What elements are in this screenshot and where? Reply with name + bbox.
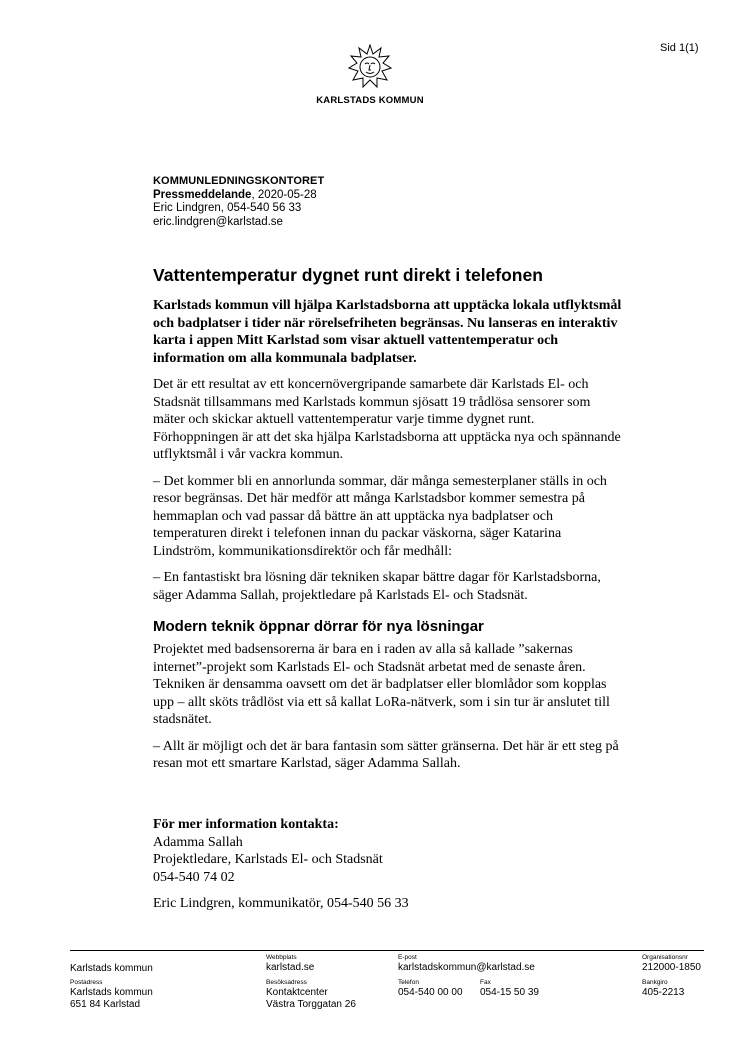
paragraph-4: Projektet med badsensorerna är bara en i raden av alla så kallade ”sakernas internet”-projekt som Karlstads El- och Stadsnät arbetat med de senaste åren. Tekniken är densamma oavsett om det är badplatser eller blomlådor som kopplas upp – allt sköts trådlöst via ett så kallat LoRa-nätverk, som i sin tur är anslutet till stadsnätet. (153, 642, 610, 727)
page-number: Sid 1(1) (660, 42, 699, 54)
footer-besok-2: Västra Torggatan 26 (266, 998, 356, 1010)
footer-bankgiro-label: Bankgiro (642, 979, 668, 986)
footer-bankgiro-value: 405-2213 (642, 987, 685, 998)
paragraph-5: – Allt är möjligt och det är bara fantasin som sätter gränserna. Det här är ett steg på resan mot ett smartare Karlstad, säger Adamma Sallah. (153, 738, 619, 771)
doc-type-line (153, 189, 573, 203)
footer-divider (70, 950, 704, 951)
footer-telefon (398, 979, 463, 999)
footer-orgnr-value: 212000-1850 (642, 962, 701, 973)
footer-orgnr (642, 954, 701, 974)
article (153, 264, 623, 782)
footer-postadress (70, 979, 153, 1010)
contact-role: Projektledare, Karlstads El- och Stadsnät (153, 852, 383, 867)
footer-bankgiro (642, 979, 684, 999)
contact-block (153, 816, 623, 913)
sender-email: eric.lindgren@karlstad.se (153, 215, 283, 228)
footer-fax (480, 979, 539, 999)
department: KOMMUNLEDNINGSKONTORET (153, 175, 325, 187)
footer-postadress-label: Postadress (70, 979, 103, 986)
sender-contact: Eric Lindgren, 054-540 56 33 (153, 202, 302, 214)
contact-phone: 054-540 74 02 (153, 869, 235, 885)
logo-text: KARLSTADS KOMMUN (316, 95, 424, 106)
sun-face-logo-icon (348, 44, 392, 88)
sender-block (153, 175, 573, 229)
doc-date: , 2020-05-28 (251, 188, 317, 201)
contact-name: Adamma Sallah (153, 834, 243, 850)
footer-epost-value[interactable]: karlstadskommun@karlstad.se (398, 962, 535, 973)
footer-webb (266, 954, 314, 974)
footer-fax-label: Fax (480, 979, 491, 986)
paragraph-3: – En fantastiskt bra lösning där tekniken skapar bättre dagar för Karlstadsborna, säger Adamma Sallah, projektledare på Karlstads El- och Stadsnät. (153, 570, 601, 603)
footer-fax-value: 054-15 50 39 (480, 987, 539, 998)
footer-besok-1: Kontaktcenter (266, 987, 328, 998)
footer-besok (266, 979, 356, 1010)
article-lead: Karlstads kommun vill hjälpa Karlstadsborna att upptäcka lokala utflyktsmål och badplatser i tider när rörelsefriheten begränsas. Nu lanseras en interaktiv karta i appen Mitt Karlstad som visar aktuell vattentemperatur och information om alla kommunala badplatser. (153, 298, 622, 366)
footer-epost-label: E-post (398, 954, 417, 961)
footer-orgnr-label: Organisationsnr (642, 954, 688, 961)
footer-besok-label: Besöksadress (266, 979, 307, 986)
footer-telefon-label: Telefon (398, 979, 419, 986)
footer-org-name: Karlstads kommun (70, 963, 153, 974)
doc-type: Pressmeddelande (153, 188, 252, 201)
footer-telefon-value: 054-540 00 00 (398, 987, 463, 998)
paragraph-1: Det är ett resultat av ett koncernövergripande samarbete där Karlstads El- och Stadsnät tillsammans med Karlstads kommun sjösatt 19 trådlösa sensorer som mäter och skickar aktuell vattentemperatur varje timme dygnet runt. Förhoppningen är att det ska hjälpa Karlstadsborna att upptäcka nya och spännande utflyktsmål i vår vackra kommun. (153, 377, 621, 462)
footer-postadress-1: Karlstads kommun (70, 987, 153, 998)
contact-title: För mer information kontakta: (153, 817, 339, 832)
footer-org (70, 963, 153, 975)
paragraph-2: – Det kommer bli en annorlunda sommar, där många semesterplaner ställs in och resor begränsas. Det här medför att många Karlstadsbor kommer semestra på hemmaplan och vad passar då bättre än att upptäcka nya badplatser och temperaturen direkt i telefonen innan du packar väskorna, säger Katarina Lindström, kommunikationsdirektör och får medhåll: (153, 473, 607, 559)
footer-webb-label: Webbplats (266, 954, 297, 961)
footer-postadress-2: 651 84 Karlstad (70, 998, 141, 1010)
article-subheading: Modern teknik öppnar dörrar för nya lösningar (153, 618, 484, 635)
footer-epost (398, 954, 535, 974)
logo (295, 44, 445, 106)
footer-webb-value[interactable]: karlstad.se (266, 962, 315, 973)
contact-second: Eric Lindgren, kommunikatör, 054-540 56 33 (153, 896, 409, 911)
article-title: Vattentemperatur dygnet runt direkt i telefonen (153, 265, 543, 285)
